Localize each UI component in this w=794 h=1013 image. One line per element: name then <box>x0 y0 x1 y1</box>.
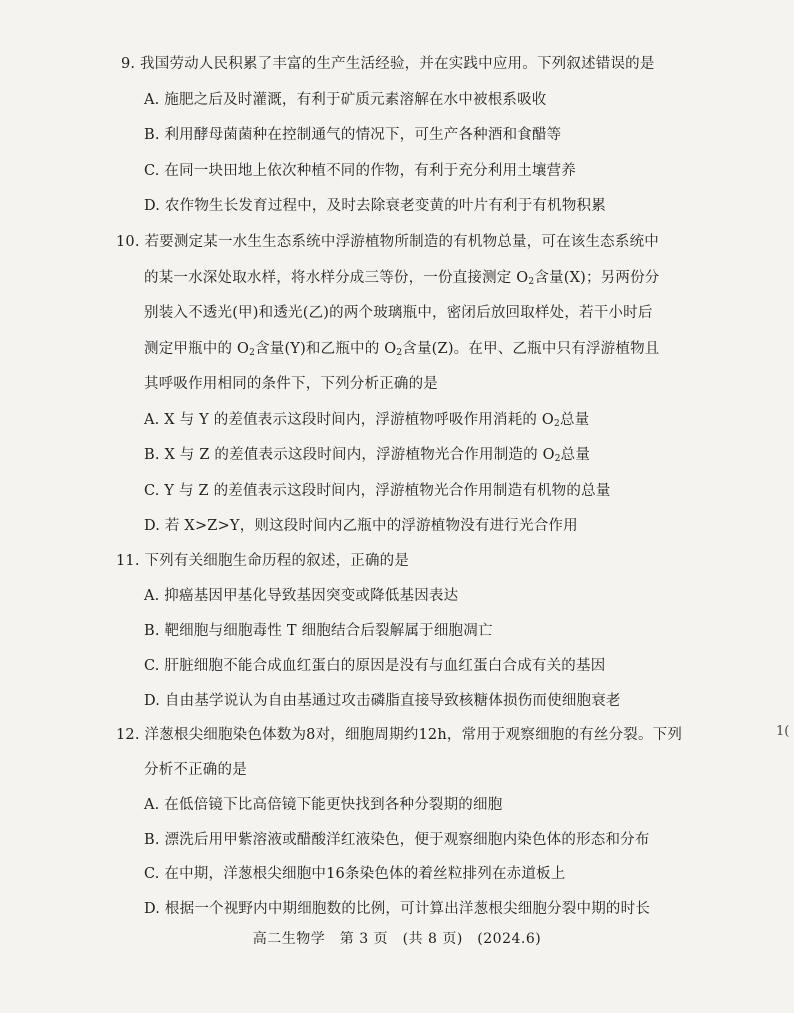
question-9-option-c: C. 在同一块田地上依次种植不同的作物，有利于充分利用土壤营养 <box>144 163 576 179</box>
question-9-option-b: B. 利用酵母菌菌种在控制通气的情况下，可生产各种酒和食醋等 <box>144 127 562 143</box>
question-11-option-d: D. 自由基学说认为自由基通过攻击磷脂直接导致核糖体损伤而使细胞衰老 <box>144 693 621 709</box>
question-9-option-a: A. 施肥之后及时灌溉，有利于矿质元素溶解在水中被根系吸收 <box>144 92 547 108</box>
question-10-stem-line-5: 其呼吸作用相同的条件下，下列分析正确的是 <box>144 376 438 392</box>
question-11-option-a: A. 抑癌基因甲基化导致基因突变或降低基因表达 <box>144 588 459 604</box>
question-10-option-b: B. X 与 Z 的差值表示这段时间内，浮游植物光合作用制造的 $O_2$总量 <box>144 447 591 464</box>
question-12-option-d: D. 根据一个视野内中期细胞数的比例，可计算出洋葱根尖细胞分裂中期的时长 <box>144 901 651 917</box>
edge-page-fragment: 1( <box>776 724 790 739</box>
question-10-stem-line-2: 的某一水深处取水样，将水样分成三等份，一份直接测定 $O_2$含量(X)；另两份分 <box>144 270 660 287</box>
question-11-option-b: B. 靶细胞与细胞毒性 T 细胞结合后裂解属于细胞凋亡 <box>144 623 493 639</box>
page-footer: 高二生物学 第 3 页 (共 8 页) (2024.6) <box>252 931 542 947</box>
question-11-option-c: C. 肝脏细胞不能合成血红蛋白的原因是没有与血红蛋白合成有关的基因 <box>144 658 606 674</box>
question-9-stem: 9. 我国劳动人民积累了丰富的生产生活经验，并在实践中应用。下列叙述错误的是 <box>121 56 655 72</box>
question-12-option-b: B. 漂洗后用甲紫溶液或醋酸洋红液染色，便于观察细胞内染色体的形态和分布 <box>144 832 650 848</box>
question-10-stem-line-3: 别装入不透光(甲)和透光(乙)的两个玻璃瓶中，密闭后放回取样处，若干小时后 <box>144 305 653 321</box>
question-10-option-a: A. X 与 Y 的差值表示这段时间内，浮游植物呼吸作用消耗的 $O_2$总量 <box>144 412 590 429</box>
question-12-stem-line-1: 12. 洋葱根尖细胞染色体数为8对，细胞周期约12h，常用于观察细胞的有丝分裂。下列 <box>116 727 683 743</box>
question-11-stem: 11. 下列有关细胞生命历程的叙述，正确的是 <box>116 553 410 569</box>
question-12-option-a: A. 在低倍镜下比高倍镜下能更快找到各种分裂期的细胞 <box>144 797 503 813</box>
question-10-option-c: C. Y 与 Z 的差值表示这段时间内，浮游植物光合作用制造有机物的总量 <box>144 483 611 499</box>
question-10-stem-line-1: 10. 若要测定某一水生生态系统中浮游植物所制造的有机物总量，可在该生态系统中 <box>116 234 659 250</box>
question-10-stem-line-4: 测定甲瓶中的 $O_2$含量(Y)和乙瓶中的 $O_2$含量(Z)。在甲、乙瓶中只有浮游植物且 <box>144 341 660 358</box>
question-12-option-c: C. 在中期，洋葱根尖细胞中16条染色体的着丝粒排列在赤道板上 <box>144 866 566 882</box>
question-12-stem-line-2: 分析不正确的是 <box>144 762 247 778</box>
question-9-option-d: D. 农作物生长发育过程中，及时去除衰老变黄的叶片有利于有机物积累 <box>144 198 606 214</box>
question-10-option-d: D. 若 X>Z>Y，则这段时间内乙瓶中的浮游植物没有进行光合作用 <box>144 518 578 534</box>
